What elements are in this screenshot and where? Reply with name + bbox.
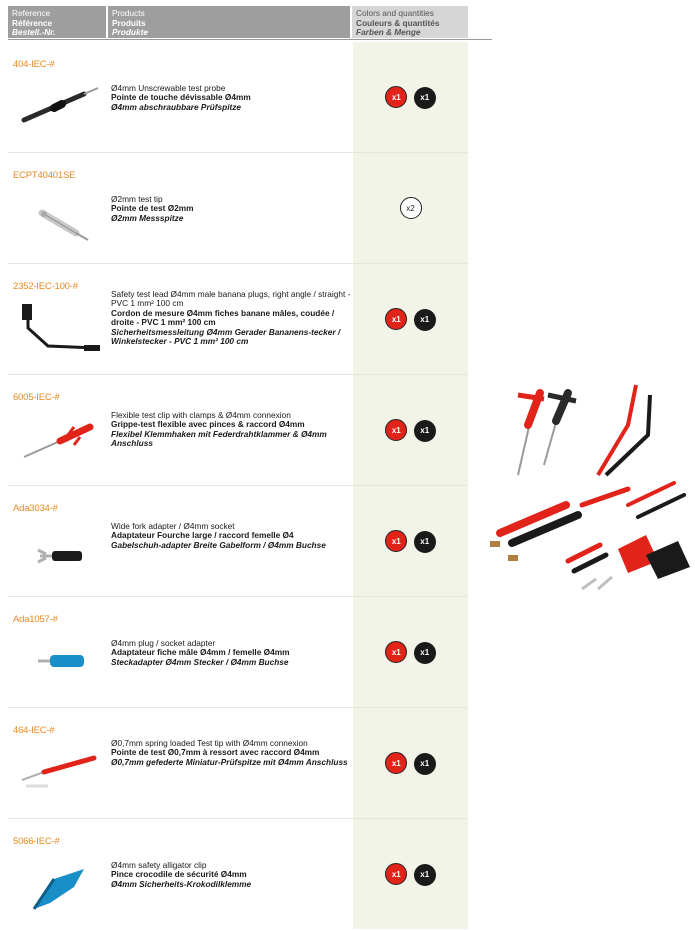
red-quantity-badge: x1 (385, 863, 407, 885)
reference-cell (8, 597, 106, 707)
red-quantity-badge: x1 (385, 752, 407, 774)
header-reference (8, 6, 106, 38)
black-quantity-badge: x1 (414, 753, 436, 775)
red-quantity-badge: x1 (385, 530, 407, 552)
color-quantity-cell (353, 486, 468, 596)
description-fr: Pointe de touche dévissable Ø4mm (111, 92, 251, 103)
header-products-en: Products (112, 8, 145, 18)
product-description (108, 264, 352, 374)
product-code: Ada3034-# (13, 503, 58, 514)
product-description (108, 597, 352, 707)
header-reference-fr: Référence (12, 17, 53, 28)
header-products-de: Produkte (112, 27, 148, 38)
description-fr: Adaptateur Fourche large / raccord femelle Ø4 (111, 530, 294, 541)
product-code: Ada1057-# (13, 614, 58, 625)
accessory-kit-photo (478, 365, 694, 605)
description-text (111, 290, 351, 346)
description-en: Ø0,7mm spring loaded Test tip with Ø4mm connexion (111, 738, 308, 748)
description-text (111, 195, 351, 223)
product-description (108, 42, 352, 152)
test-probe-image (14, 72, 104, 144)
description-en: Ø4mm plug / socket adapter (111, 638, 216, 648)
description-text (111, 639, 351, 667)
table-row (0, 708, 495, 819)
description-de: Flexibel Klemmhaken mit Federdrahtklammer & Ø4mm Anschluss (111, 428, 327, 449)
black-quantity-badge: x1 (414, 864, 436, 886)
quantity-badges (353, 752, 468, 775)
table-row (0, 486, 495, 597)
color-quantity-cell (353, 153, 468, 263)
description-en: Flexible test clip with clamps & Ø4mm connexion (111, 410, 291, 420)
quantity-badges (353, 197, 468, 219)
description-de: Ø0,7mm gefederte Miniatur-Prüfspitze mit Ø4mm Anschluss (111, 756, 348, 767)
header-divider (8, 39, 492, 40)
description-en: Wide fork adapter / Ø4mm socket (111, 521, 235, 531)
black-quantity-badge: x1 (414, 420, 436, 442)
product-description (108, 708, 352, 818)
description-fr: Grippe-test flexible avec pinces & raccord Ø4mm (111, 419, 305, 430)
quantity-badges (353, 530, 468, 553)
table-row (0, 597, 495, 708)
product-code: ECPT40401SE (13, 170, 76, 181)
black-quantity-badge: x1 (414, 309, 436, 331)
table-header (0, 0, 495, 38)
quantity-badges (353, 419, 468, 442)
header-colors-en: Colors and quantities (356, 8, 434, 18)
description-de: Ø4mm Sicherheits-Krokodilklemme (111, 878, 252, 889)
table-row (0, 42, 495, 153)
description-text (111, 522, 351, 550)
fork-adapter-image (14, 516, 104, 588)
table-row (0, 375, 495, 486)
product-code: 5066-IEC-# (13, 836, 60, 847)
description-fr: Cordon de mesure Ø4mm fiches banane mâles, coudée / droite - PVC 1 mm² 100 cm (111, 307, 335, 328)
red-quantity-badge: x1 (385, 308, 407, 330)
black-quantity-badge: x1 (414, 642, 436, 664)
description-text (111, 739, 351, 767)
description-de: Ø2mm Messspitze (111, 212, 184, 223)
quantity-badges (353, 641, 468, 664)
product-code: 6005-IEC-# (13, 392, 60, 403)
color-quantity-cell (353, 264, 468, 374)
description-en: Safety test lead Ø4mm male banana plugs, right angle / straight - PVC 1 mm² 100 cm (111, 289, 351, 309)
product-description (108, 375, 352, 485)
description-de: Gabelschuh-adapter Breite Gabelform / Ø4mm Buchse (111, 539, 326, 550)
quantity-badges (353, 86, 468, 109)
reference-cell (8, 264, 106, 374)
description-fr: Pointe de test Ø0,7mm à ressort avec raccord Ø4mm (111, 747, 320, 758)
color-quantity-cell (353, 708, 468, 818)
product-description (108, 486, 352, 596)
description-fr: Pointe de test Ø2mm (111, 203, 194, 214)
table-row (0, 153, 495, 264)
header-products (108, 6, 350, 38)
description-text (111, 411, 351, 449)
reference-cell (8, 42, 106, 152)
product-description (108, 819, 352, 929)
header-reference-en: Reference (12, 8, 51, 18)
description-text (111, 861, 351, 889)
description-de: Ø4mm abschraubbare Prüfspitze (111, 101, 242, 112)
header-colors-de: Farben & Menge (356, 27, 421, 38)
quantity-badge: x2 (400, 197, 422, 219)
header-reference-de: Bestell.-Nr. (12, 27, 56, 38)
black-quantity-badge: x1 (414, 87, 436, 109)
description-de: Sicherheitsmessleitung Ø4mm Gerader Bananens-tecker / Winkelstecker - PVC 1 mm² 100 cm (111, 326, 341, 347)
color-quantity-cell (353, 375, 468, 485)
quantity-badges (353, 863, 468, 886)
color-quantity-cell (353, 597, 468, 707)
description-en: Ø2mm test tip (111, 194, 163, 204)
color-quantity-cell (353, 42, 468, 152)
color-quantity-cell (353, 819, 468, 929)
header-colors-fr: Couleurs & quantités (356, 17, 440, 28)
test-clip-image (14, 405, 104, 477)
red-quantity-badge: x1 (385, 86, 407, 108)
red-quantity-badge: x1 (385, 419, 407, 441)
product-table (0, 42, 495, 930)
black-quantity-badge: x1 (414, 531, 436, 553)
header-products-fr: Produits (112, 17, 146, 28)
test-lead-image (14, 294, 104, 366)
table-row (0, 819, 495, 930)
spring-test-tip-image (14, 738, 104, 810)
alligator-clip-image (14, 849, 104, 921)
description-en: Ø4mm safety alligator clip (111, 860, 207, 870)
quantity-badges (353, 308, 468, 331)
description-fr: Pince crocodile de sécurité Ø4mm (111, 869, 247, 880)
reference-cell (8, 153, 106, 263)
description-text (111, 84, 351, 112)
description-en: Ø4mm Unscrewable test probe (111, 83, 226, 93)
reference-cell (8, 486, 106, 596)
product-code: 2352-IEC-100-# (13, 281, 78, 292)
table-row (0, 264, 495, 375)
plug-adapter-image (14, 627, 104, 699)
reference-cell (8, 708, 106, 818)
product-description (108, 153, 352, 263)
product-code: 464-IEC-# (13, 725, 55, 736)
reference-cell (8, 375, 106, 485)
reference-cell (8, 819, 106, 929)
test-tip-image (14, 183, 104, 255)
product-code: 404-IEC-# (13, 59, 55, 70)
header-colors (352, 6, 468, 38)
red-quantity-badge: x1 (385, 641, 407, 663)
description-de: Steckadapter Ø4mm Stecker / Ø4mm Buchse (111, 656, 289, 667)
description-fr: Adaptateur fiche mâle Ø4mm / femelle Ø4mm (111, 647, 290, 658)
